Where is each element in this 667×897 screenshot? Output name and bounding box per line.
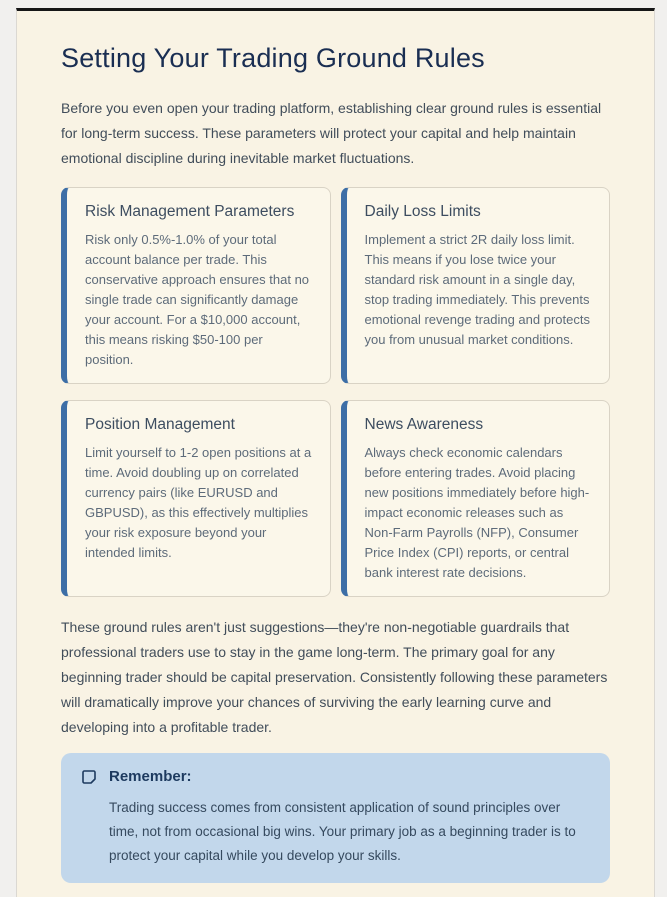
rule-card-body: Implement a strict 2R daily loss limit. This means if you lose twice your standard risk amount in a single day, stop trading immediately. This prevents emotional revenge trading and protects you from unusual market conditions. [364,232,590,347]
rule-card-news-awareness [341,400,611,597]
rule-card-title: News Awareness [364,416,484,433]
callout-header [81,768,586,785]
rule-card-body: Risk only 0.5%-1.0% of your total account balance per trade. This conservative approach ensures that no single trade can significantly damage your account. For a $10,000 account, this means risking $50-100 per position. [85,232,310,367]
rule-card-title: Daily Loss Limits [364,203,481,220]
closing-paragraph: These ground rules aren't just suggestions—they're non-negotiable guardrails that professional traders use to stay in the game long-term. The primary goal for any beginning trader should be capital preservation. Consistently following these parameters will dramatically improve your chances of surviving the early learning curve and developing into a profitable trader. [61,619,608,735]
article-page [16,8,655,897]
callout-title: Remember: [109,768,192,785]
rule-card-title: Risk Management Parameters [85,203,295,220]
callout-body: Trading success comes from consistent application of sound principles over time, not from occasional big wins. Your primary job as a beginning trader is to protect your capital while you develop your skills. [109,800,576,863]
intro-paragraph: Before you even open your trading platform, establishing clear ground rules is essential for long-term success. These parameters will protect your capital and help maintain emotional discipline during inevitable market fluctuations. [61,100,602,166]
rule-card-body: Always check economic calendars before entering trades. Avoid placing new positions immediately before high-impact economic releases such as Non-Farm Payrolls (NFP), Consumer Price Index (CPI) reports, or central bank interest rate decisions. [364,445,590,580]
rule-card-risk-management [61,187,331,384]
rule-card-body: Limit yourself to 1-2 open positions at a time. Avoid doubling up on correlated currency pairs (like EURUSD and GBPUSD), as this effectively multiplies your risk exposure beyond your intended limits. [85,445,312,560]
sticky-note-icon [81,769,97,785]
page-title: Setting Your Trading Ground Rules [61,43,485,73]
rule-card-position-management [61,400,331,597]
article-content [17,11,654,897]
remember-callout [61,753,610,883]
rule-card-daily-loss-limits [341,187,611,384]
rules-grid [61,187,610,597]
rule-card-title: Position Management [85,416,235,433]
